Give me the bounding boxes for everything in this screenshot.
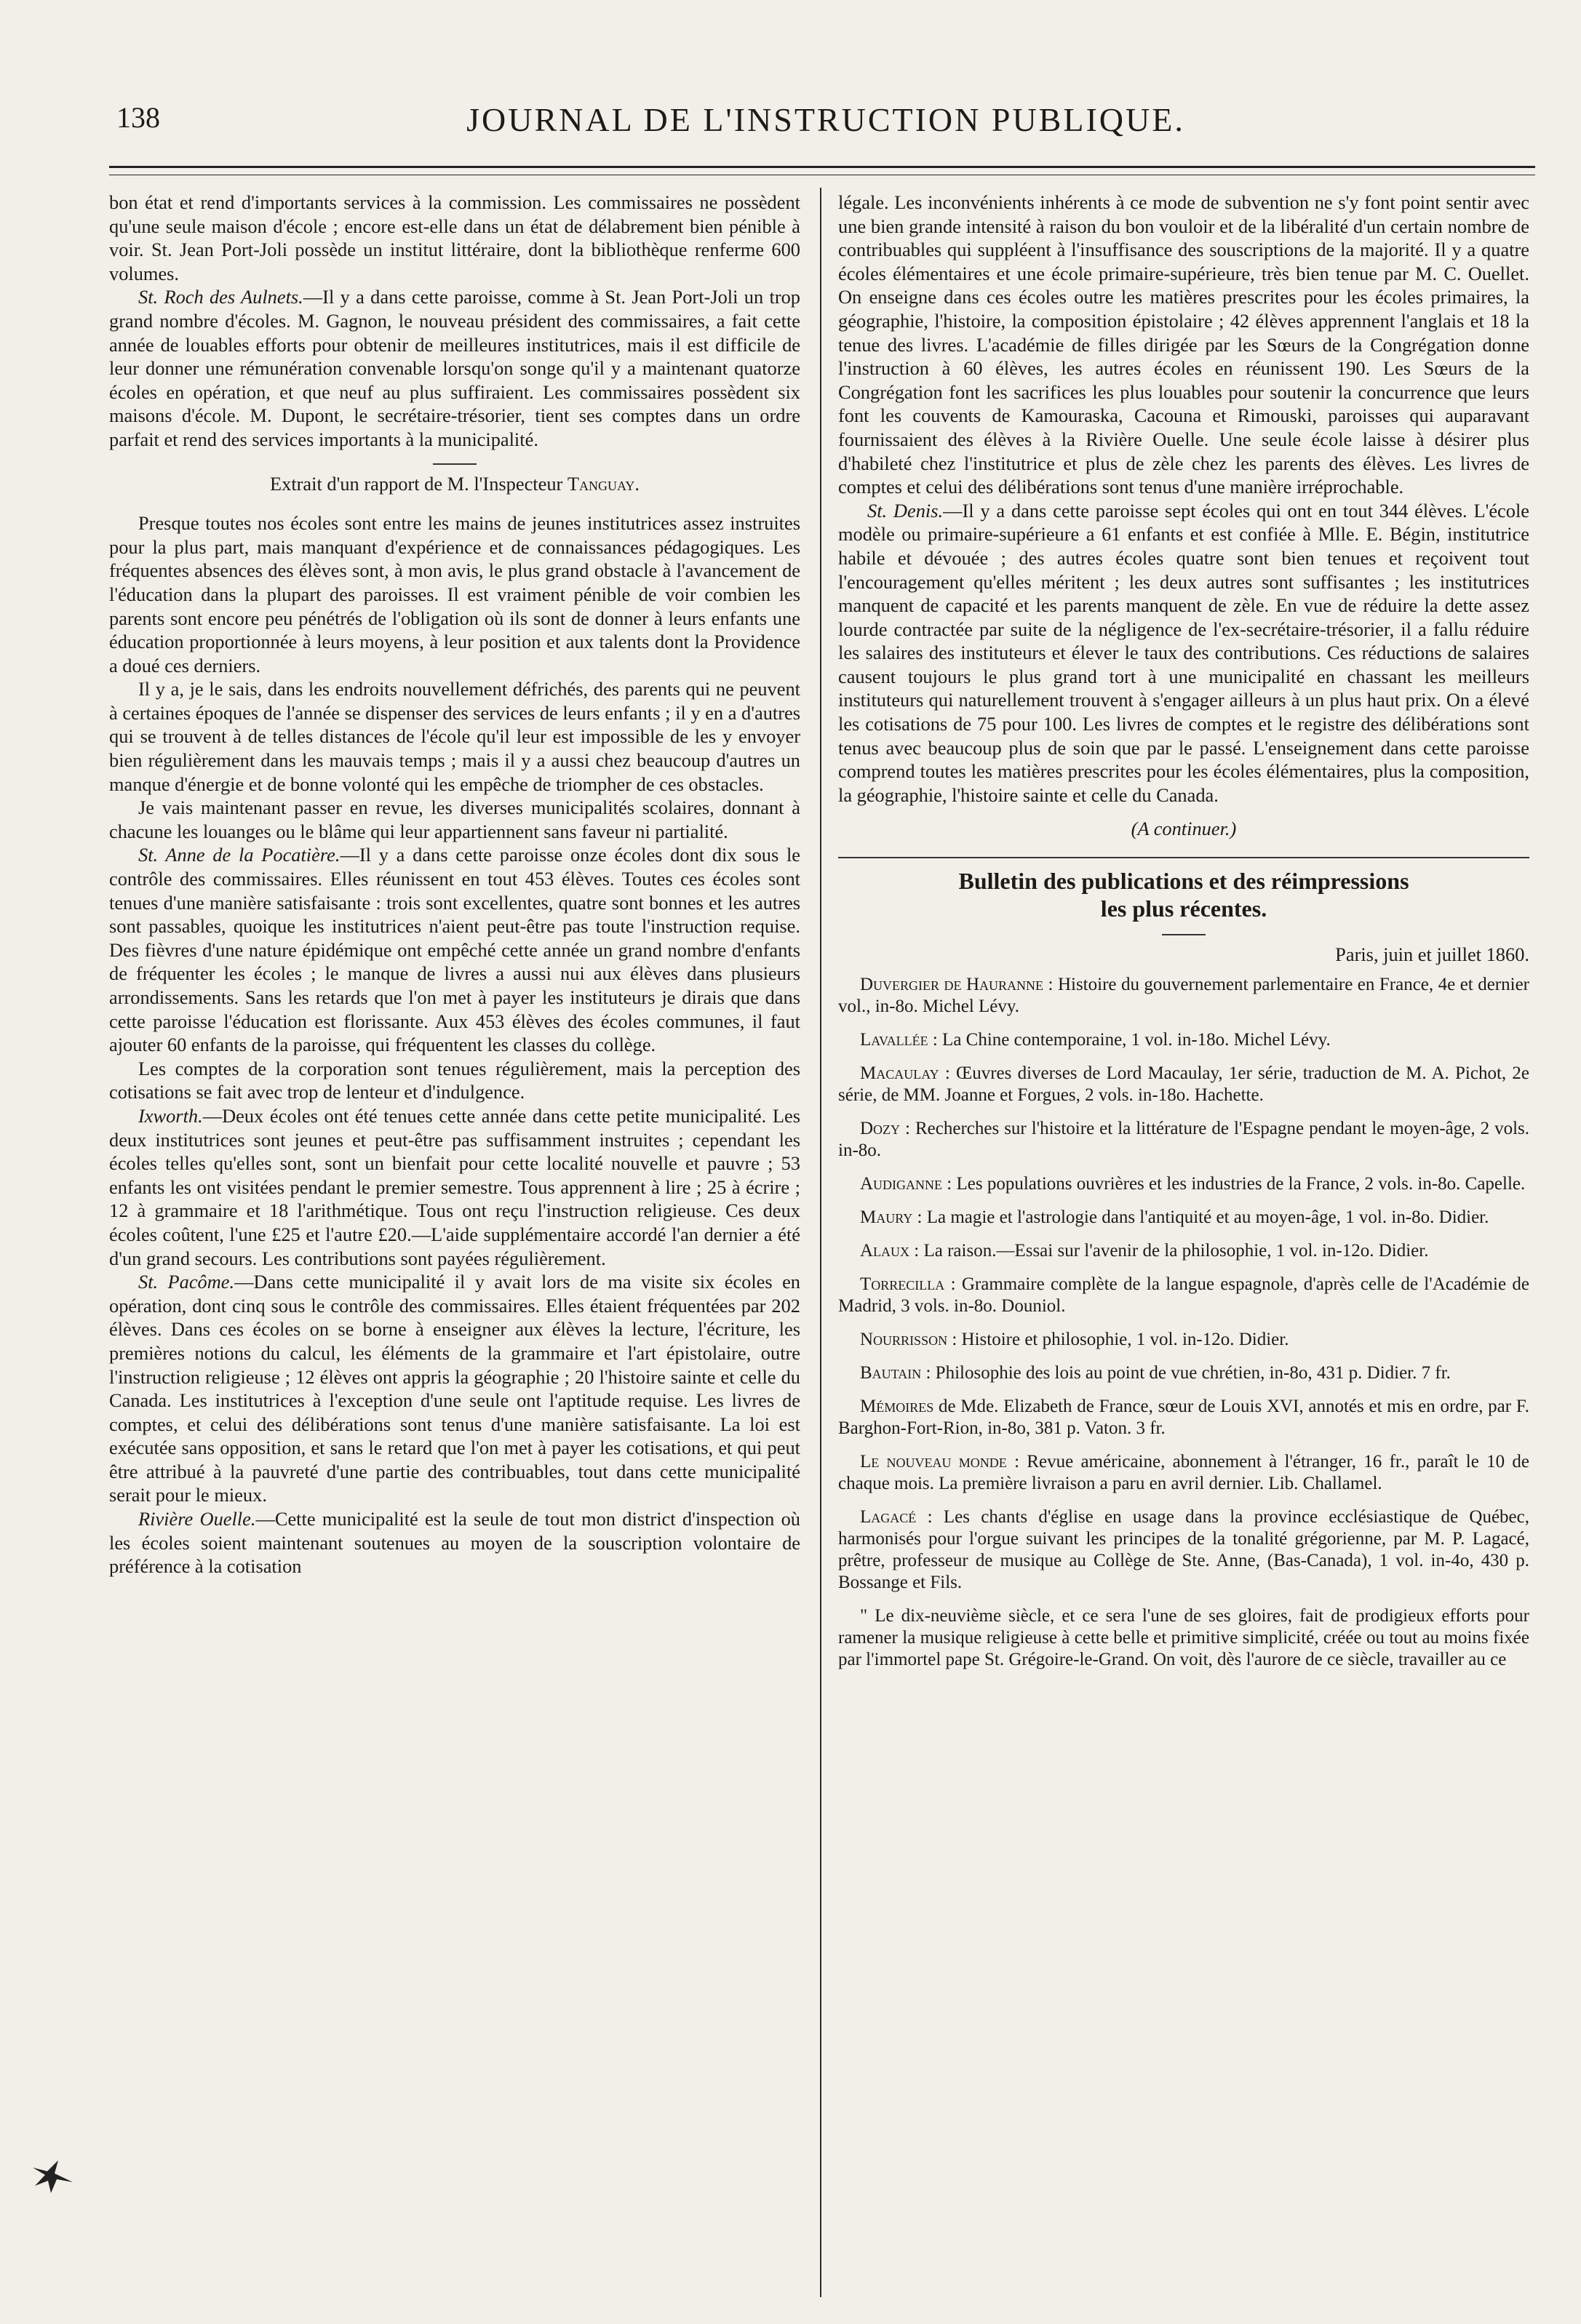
paragraph-ixworth bbox=[109, 1104, 800, 1270]
bulletin-title-line-2: les plus récentes. bbox=[1100, 895, 1267, 922]
place-name: St. Roch des Aulnets. bbox=[138, 286, 303, 308]
paragraph-st-anne bbox=[109, 843, 800, 1056]
publication-entry bbox=[838, 1362, 1529, 1384]
publication-entry bbox=[838, 1396, 1529, 1439]
extract-heading-text: Extrait d'un rapport de M. l'Inspecteur bbox=[270, 472, 568, 495]
publication-entry bbox=[838, 1274, 1529, 1317]
entry-text: : Les populations ouvrières et les industries de la France, 2 vols. in-8o. Capelle. bbox=[942, 1173, 1526, 1194]
paragraph-st-roch bbox=[109, 285, 800, 451]
entry-text: : La Chine contemporaine, 1 vol. in-18o. Michel Lévy. bbox=[928, 1029, 1331, 1050]
publication-entry bbox=[838, 1207, 1529, 1229]
entry-text: : La raison.—Essai sur l'avenir de la philosophie, 1 vol. in-12o. Didier. bbox=[909, 1240, 1429, 1261]
paragraph-je-vais: Je vais maintenant passer en revue, les diverses municipalités scolaires, donnant à chacune les louanges ou le blâme qui leur appartiennent sans faveur ni partialité. bbox=[109, 796, 800, 842]
paragraph-text: —Dans cette municipalité il y avait lors de ma visite six écoles en opération, dont cinq sous le contrôle des commissaires. Elles étaient fréquentées par 202 élèves. Dans ces écoles on se borne à enseigner aux élèves la lecture, l'écriture, les premières notions du calcul, les éléments de la grammaire et l'art épistolaire, outre l'instruction religieuse ; 12 élèves ont appris la géographie ; 20 l'histoire sainte et celle du Canada. Les institutrices à l'exception d'une seule ont l'aptitude requise. Les livres de comptes, et celui des délibérations sont tenus d'une manière satisfaisante. La loi est exécutée sans opposition, et sans le retard que l'on met à payer les cotisations, et qui peut être attribué à la pauvreté d'une partie des contribuables, tout dans cette municipalité serait pour le mieux. bbox=[109, 1271, 800, 1506]
quote-paragraph: " Le dix-neuvième siècle, et ce sera l'une de ses gloires, fait de prodigieux efforts pour ramener la musique religieuse à cette belle et primitive simplicité, créée ou tout au moins fixée par l'immortel pape St. Grégoire-le-Grand. On voit, dès l'aurore de ce siècle, travailler au ce bbox=[838, 1605, 1529, 1669]
section-separator bbox=[1162, 934, 1206, 935]
entry-text: : Les chants d'église en usage dans la province ecclésiastique de Québec, harmonisés pour l'orgue suivant les principes de la tonalité grégorienne, par M. P. Lagacé, prêtre, professeur de musique au Collège de Ste. Anne, (Bas-Canada), 1 vol. in-4o, 430 p. Bossange et Fils. bbox=[838, 1506, 1529, 1592]
paragraph-text: —Cette municipalité est la seule de tout mon district d'inspection où les écoles soient maintenant soutenues au moyen de la souscription volontaire de préférence à la cotisation bbox=[109, 1508, 800, 1578]
paragraph-legale: légale. Les inconvénients inhérents à ce mode de subvention ne s'y font point sentir avec une bien grande intensité à raison du bon vouloir et de la libéralité d'un certain nombre de contribuables qui suppléent à l'insuffisance des souscriptions de la majorité. Il y a quatre écoles élémentaires et une école primaire-supérieure, très bien tenue par M. C. Ouellet. On enseigne dans ces écoles outre les matières prescrites pour les écoles primaires, la géographie, l'histoire, la composition épistolaire ; 42 élèves apprennent l'anglais et 18 la tenue des livres. L'académie de filles dirigée par les Sœurs de la Congrégation donne l'instruction à 60 élèves, les autres écoles en réunissent 190. Les Sœurs de la Congrégation font les sacrifices les plus louables pour soutenir la concurrence que leurs font les couvents de Kamouraska, Cacouna et Rimouski, paroisses qui auparavant fournissaient des élèves à la Rivière Ouelle. Une seule école laisse à désirer plus d'habileté chez l'institutrice et plus de zèle chez les parents des élèves. Les livres de comptes et celui des délibérations sont tenus d'une manière irréprochable. bbox=[838, 191, 1529, 498]
place-name: Rivière Ouelle. bbox=[138, 1508, 256, 1530]
entry-author: Audiganne bbox=[860, 1173, 943, 1194]
paragraph-comptes: Les comptes de la corporation sont tenues régulièrement, mais la perception des cotisations se fait avec trop de lenteur et d'indulgence. bbox=[109, 1057, 800, 1103]
publication-entry bbox=[838, 1029, 1529, 1051]
entry-author: Macaulay bbox=[860, 1063, 939, 1083]
publication-entry bbox=[838, 1173, 1529, 1195]
entry-author: Mémoires bbox=[860, 1396, 934, 1416]
to-be-continued: (A continuer.) bbox=[1131, 818, 1237, 840]
entry-author: Torrecilla bbox=[860, 1274, 945, 1294]
paragraph-text: —Il y a dans cette paroisse, comme à St. Jean Port-Joli un trop grand nombre d'écoles. M. Gagnon, le nouveau président des commissaires, a fait cette année de louables efforts pour obtenir de meilleures institutrices, mais il est difficile de leur donner une rémunération convenable lorsqu'on songe qu'il y a maintenant quatorze écoles en opération, et que neuf au plus suffiraient. Les commissaires possèdent six maisons d'école. M. Dupont, le secrétaire-trésorier, tient ses comptes dans un ordre parfait et rend des services importants à la municipalité. bbox=[109, 286, 800, 450]
publication-entry bbox=[838, 974, 1529, 1018]
entry-author: Dozy bbox=[860, 1118, 901, 1138]
entry-text: : Philosophie des lois au point de vue chrétien, in-8o, 431 p. Didier. 7 fr. bbox=[921, 1362, 1451, 1383]
entry-author: Maury bbox=[860, 1207, 913, 1227]
paragraph-st-pacome bbox=[109, 1270, 800, 1507]
bulletin-title bbox=[838, 867, 1529, 922]
spacer bbox=[109, 495, 800, 511]
entry-text: : Grammaire complète de la langue espagnole, d'après celle de l'Académie de Madrid, 3 vols. in-8o. Dounіol. bbox=[838, 1274, 1529, 1316]
place-name: St. Anne de la Pocatière. bbox=[138, 844, 341, 866]
entry-text: : Œuvres diverses de Lord Macaulay, 1er série, traduction de M. A. Pichot, 2e série, de MM. Joanne et Forgues, 2 vols. in-18o. Hachette. bbox=[838, 1063, 1529, 1105]
publication-entry bbox=[838, 1118, 1529, 1162]
entry-author: Le nouveau monde bbox=[860, 1451, 1007, 1472]
column-divider bbox=[820, 188, 821, 2297]
entry-text: : Histoire et philosophie, 1 vol. in-12o. Didier. bbox=[947, 1329, 1289, 1349]
paragraph-il-y-a: Il y a, je le sais, dans les endroits nouvellement défrichés, des parents qui ne peuvent à certaines époques de l'année se dispenser des services de leurs enfants ; il y en a d'autres qui se trouvent à de telles distances de l'école qu'il leur est impossible de les y envoyer bien régulièrement dans les mauvais temps ; mais il y a aussi chez beaucoup d'autres un manque d'énergie et de bonne volonté qui les empêche de triompher de ces obstacles. bbox=[109, 678, 800, 795]
publication-entry bbox=[838, 1063, 1529, 1106]
entry-author: Lagacé bbox=[860, 1506, 917, 1527]
entry-text: de Mde. Elizabeth de France, sœur de Louis XVI, annotés et mis en ordre, par F. Barghon-Fort-Rion, in-8o, 381 p. Vaton. 3 fr. bbox=[838, 1396, 1529, 1438]
left-column bbox=[109, 191, 800, 1578]
paragraph-presque: Presque toutes nos écoles sont entre les mains de jeunes institutrices assez instruites pour la plus part, mais manquant d'expérience et de connaissances pédagogiques. Les fréquentes absences des élèves sont, à mon avis, le plus grand obstacle à l'avancement de l'éducation dans la plupart des paroisses. Il est vraiment pénible de voir combien les parents sont encore peu pénétrés de l'obligation où ils sont de donner à leurs enfants une éducation proportionnée à leurs moyens, à leur position et aux talents dont la Providence a doué ces derniers. bbox=[109, 512, 800, 676]
place-name: Ixworth. bbox=[138, 1104, 203, 1127]
publication-entry bbox=[838, 1451, 1529, 1495]
journal-title: JOURNAL DE L'INSTRUCTION PUBLIQUE. bbox=[466, 101, 1185, 138]
page-header bbox=[116, 100, 1535, 144]
section-rule bbox=[838, 857, 1529, 858]
header-rule-thick bbox=[109, 166, 1535, 168]
paragraph-text: —Deux écoles ont été tenues cette année dans cette petite municipalité. Les deux institutrices sont jeunes et peut-être pas suffisamment instruites ; cependant les écoles telles qu'elles sont, sont un bienfait pour cette localité nouvelle et pauvre ; 53 enfants les ont visitées pendant le premier semestre. Tous apprennent à lire ; 25 à écrire ; 12 à grammaire et 18 l'arithmétique. Tous ont reçu l'instruction religieuse. Ces deux écoles coûtent, l'une £25 et l'autre £20.—L'aide supplémentaire accordé l'an dernier a été d'un grand secours. Les contributions sont payées régulièrement. bbox=[109, 1104, 800, 1269]
ink-blot-mark bbox=[29, 2153, 80, 2197]
right-column bbox=[838, 191, 1529, 1671]
place-name: St. Denis. bbox=[867, 499, 944, 522]
inspector-name: Tanguay. bbox=[567, 472, 640, 495]
entry-author: Bautain bbox=[860, 1362, 922, 1383]
paragraph-text: —Il y a dans cette paroisse onze écoles dont dix sous le contrôle des commissaires. Elles réunissent en tout 453 élèves. Toutes ces écoles sont tenues d'une manière satisfaisante : trois sont excellentes, quatre sont bonnes et les autres sont passables, quoique les institutrices n'aient peut-être pas toute l'instruction requise. Des fièvres d'une nature épidémique ont empêché cette année un grand nombre d'enfants de fréquenter les écoles ; le manque de livres a aussi nui aux élèves dans plusieurs arrondissements. Sans les retards que l'on met à payer les instituteurs je dirais que dans cette paroisse l'éducation est florissante. Aux 453 élèves des écoles communes, il faut ajouter 60 enfants de la paroisse, qui fréquentent les classes du collège. bbox=[109, 844, 801, 1056]
place-name: St. Pacôme. bbox=[138, 1271, 235, 1293]
entry-text: : Revue américaine, abonnement à l'étranger, 16 fr., paraît le 10 de chaque mois. La première livraison a paru en avril dernier. Lib. Challamel. bbox=[838, 1451, 1529, 1493]
paragraph-text: —Il y a dans cette paroisse sept écoles qui ont en tout 344 élèves. L'école modèle ou primaire-supérieure a 61 enfants et est confiée à Mlle. E. Bégin, institutrice habile et dévouée ; des autres écoles quatre sont bien tenues et reçoivent tout l'encouragement qu'elles méritent ; les deux autres sont suffisantes ; les institutrices manquent de capacité et les parents manquent de zèle. En vue de réduire la dette assez lourde contractée par suite de la négligence de l'ex-secrétaire-trésorier, il a fallu réduire les salaires des instituteurs et élever le taux des contributions. Ces réductions de salaires causent toujours le plus grand tort à une municipalité en chassant les meilleurs instituteurs qui naturellement trouvent à s'engager ailleurs à un plus haut prix. On a élevé les cotisations de 75 pour 100. Les livres de comptes et le registre des délibérations sont tenus avec beaucoup plus de soin que par le passé. L'enseignement dans cette paroisse comprend toutes les matières prescrites pour les écoles élémentaires, plus la composition, la géographie, l'histoire sainte et celle du Canada. bbox=[838, 499, 1530, 806]
dateline: Paris, juin et juillet 1860. bbox=[1335, 943, 1529, 966]
entry-author: Duvergier de Hauranne bbox=[860, 974, 1044, 994]
section-separator bbox=[433, 463, 477, 465]
entry-text: : Histoire du gouvernement parlementaire en France, 4e et dernier vol., in-8o. Michel Lévy. bbox=[838, 974, 1529, 1016]
publication-entry bbox=[838, 1329, 1529, 1351]
publication-list bbox=[838, 974, 1529, 1594]
extract-heading bbox=[109, 472, 800, 496]
publication-entry bbox=[838, 1240, 1529, 1262]
paragraph-st-denis bbox=[838, 499, 1529, 807]
entry-text: : La magie et l'astrologie dans l'antiquité et au moyen-âge, 1 vol. in-8o. Didier. bbox=[912, 1207, 1489, 1227]
entry-text: : Recherches sur l'histoire et la littérature de l'Espagne pendant le moyen-âge, 2 vols. in-8o. bbox=[838, 1118, 1529, 1160]
page-number: 138 bbox=[116, 101, 160, 134]
entry-author: Alaux bbox=[860, 1240, 910, 1261]
entry-author: Lavallée bbox=[860, 1029, 928, 1050]
publication-entry bbox=[838, 1506, 1529, 1594]
paragraph-riviere-ouelle bbox=[109, 1507, 800, 1578]
paragraph-intro: bon état et rend d'importants services à la commission. Les commissaires ne possèdent qu'une seule maison d'école ; encore est-elle dans un état de délabrement bien pénible à voir. St. Jean Port-Joli possède un institut littéraire, dont la bibliothèque renferme 600 volumes. bbox=[109, 191, 800, 284]
entry-author: Nourrisson bbox=[860, 1329, 948, 1349]
bulletin-title-line-1: Bulletin des publications et des réimpressions bbox=[958, 868, 1409, 895]
